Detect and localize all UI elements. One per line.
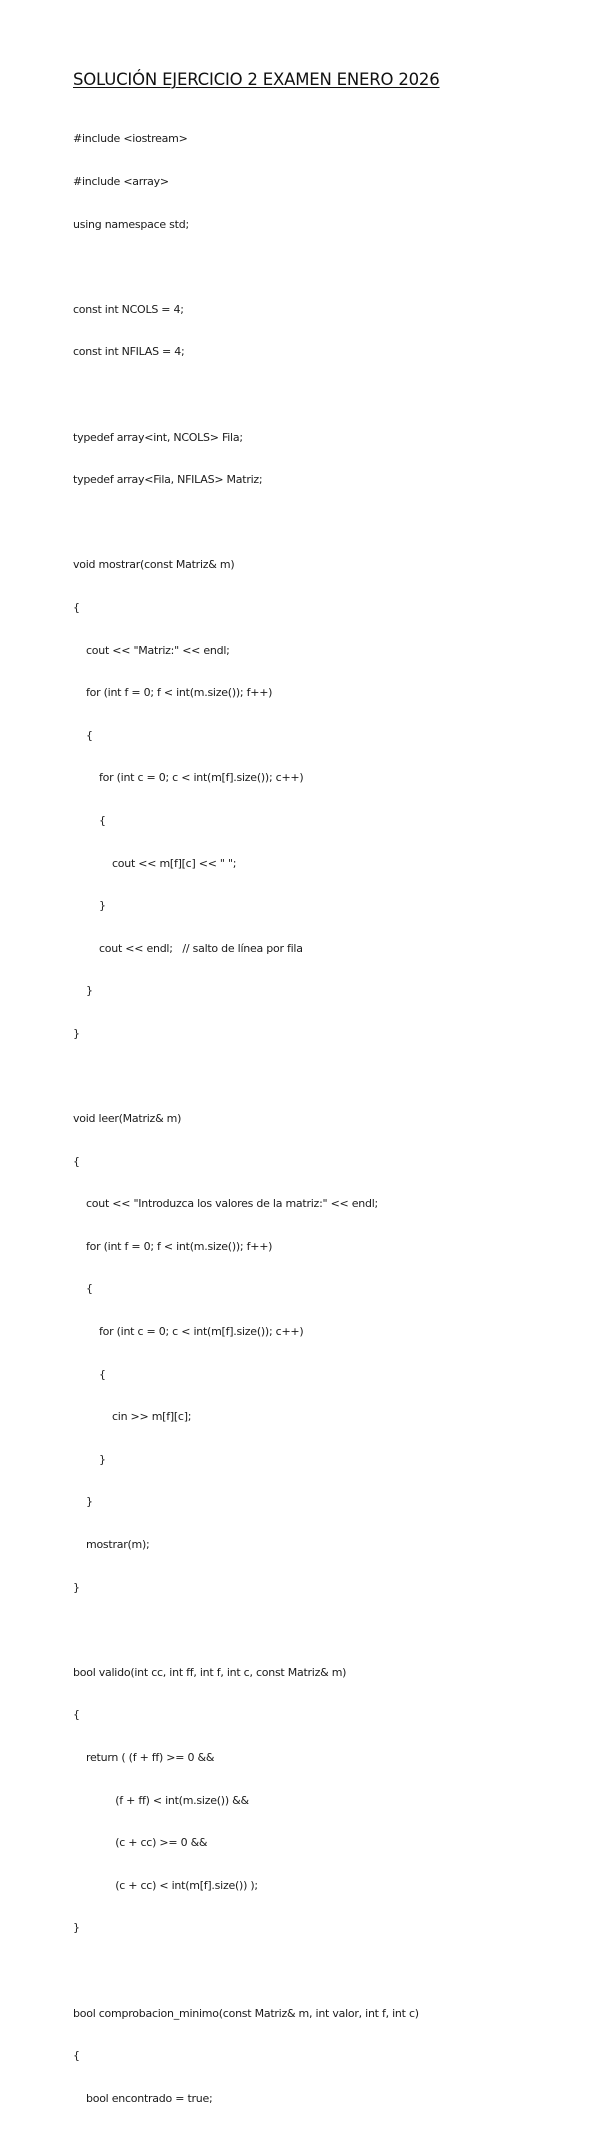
code-line: const int NFILAS = 4; (73, 345, 185, 359)
code-line: typedef array<int, NCOLS> Fila; (73, 430, 243, 444)
code-line: for (int f = 0; f < int(m.size()); f++) (73, 1239, 273, 1253)
code-line: bool encontrado = true; (73, 2091, 213, 2105)
code-line: (f + ff) < int(m.size()) && (73, 1793, 249, 1807)
code-line: void mostrar(const Matriz& m) (73, 558, 235, 572)
code-line (73, 1623, 419, 1637)
code-line: } (73, 1921, 80, 1935)
code-line: } (73, 899, 106, 913)
code-line: void leer(Matriz& m) (73, 1112, 182, 1126)
code-listing (73, 104, 419, 2134)
code-line (73, 388, 419, 402)
code-line: } (73, 1580, 80, 1594)
code-line (73, 1964, 419, 1978)
code-line: { (73, 1154, 80, 1168)
code-line: for (int f = 0; f < int(m.size()); f++) (73, 686, 273, 700)
code-line: } (73, 1026, 80, 1040)
code-line: bool valido(int cc, int ff, int f, int c, const Matriz& m) (73, 1665, 347, 1679)
code-line: typedef array<Fila, NFILAS> Matriz; (73, 473, 263, 487)
code-line: for (int c = 0; c < int(m[f].size()); c++) (73, 1325, 304, 1339)
code-line: #include <array> (73, 175, 169, 188)
code-line: cin >> m[f][c]; (73, 1410, 192, 1424)
code-line: cout << "Matriz:" << endl; (73, 643, 230, 657)
code-line: { (73, 1708, 80, 1722)
code-line: cout << "Introduzca los valores de la matriz:" << endl; (73, 1197, 379, 1211)
code-line: { (73, 813, 106, 827)
code-line: } (73, 1452, 106, 1466)
code-line: for (int c = 0; c < int(m[f].size()); c++) (73, 771, 304, 785)
code-line: bool comprobacion_minimo(const Matriz& m, int valor, int f, int c) (73, 2006, 419, 2020)
code-line: { (73, 728, 93, 742)
code-line: const int NCOLS = 4; (73, 302, 184, 316)
code-line (73, 516, 419, 530)
code-line: mostrar(m); (73, 1538, 150, 1551)
document-title: SOLUCIÓN EJERCICIO 2 EXAMEN ENERO 2026 (73, 70, 440, 89)
code-line: using namespace std; (73, 217, 189, 231)
code-line: { (73, 1367, 106, 1381)
code-line: cout << endl; // salto de línea por fila (73, 941, 303, 955)
code-line: { (73, 2049, 80, 2063)
code-line: return ( (f + ff) >= 0 && (73, 1750, 215, 1764)
code-line: cout << m[f][c] << " "; (73, 856, 237, 870)
code-line: { (73, 600, 80, 614)
code-line: } (73, 1495, 93, 1509)
code-line: #include <iostream> (73, 132, 188, 146)
code-line (73, 1069, 419, 1083)
code-line: { (73, 1282, 93, 1296)
code-line (73, 260, 419, 274)
code-line: (c + cc) >= 0 && (73, 1836, 208, 1850)
code-line: (c + cc) < int(m[f].size()) ); (73, 1878, 258, 1892)
code-line: } (73, 984, 93, 998)
